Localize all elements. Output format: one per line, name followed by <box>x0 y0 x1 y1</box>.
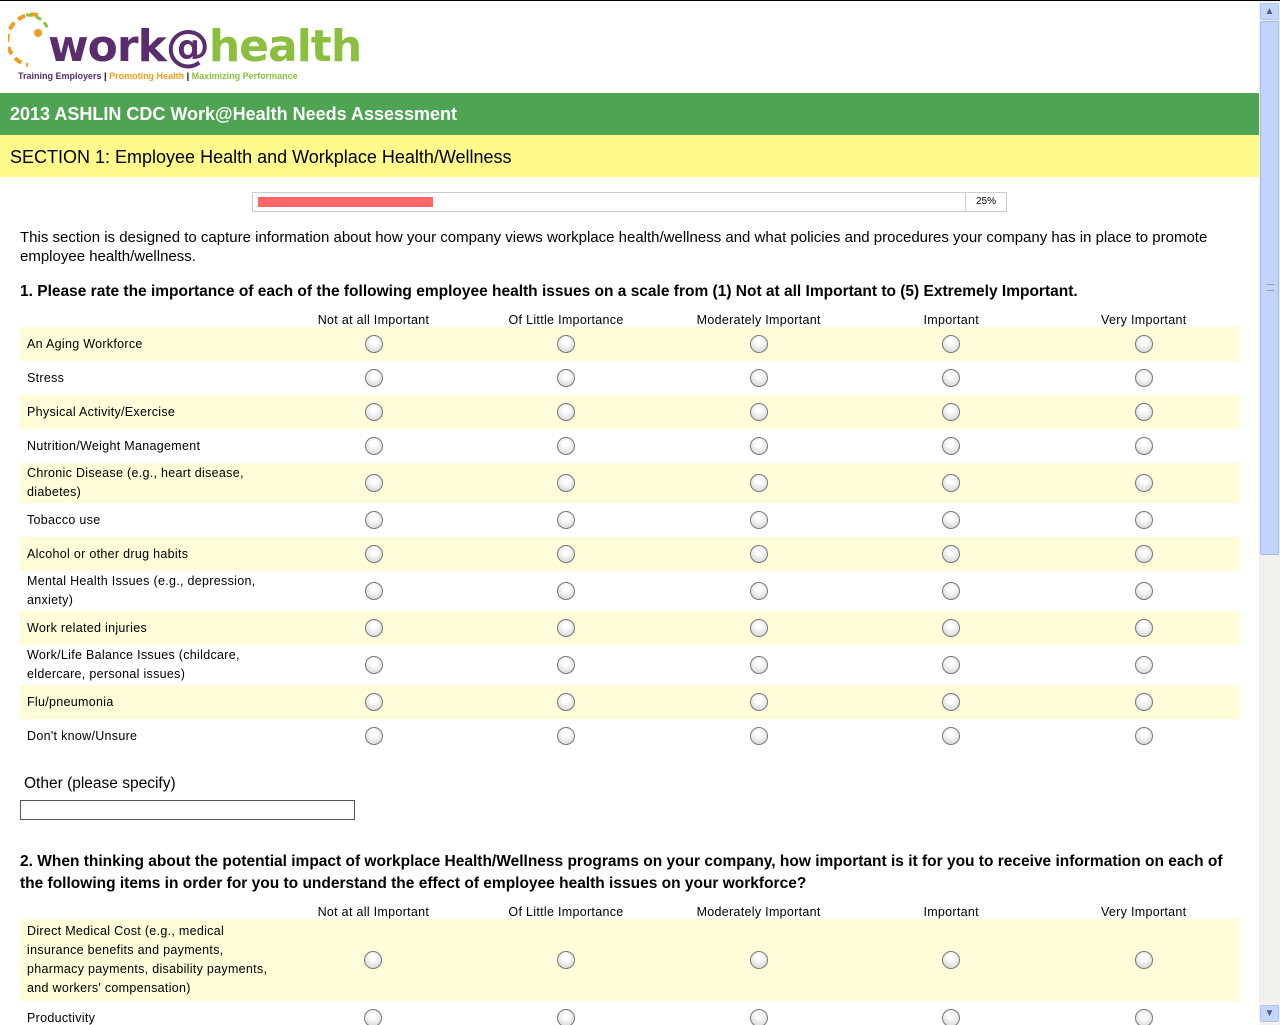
rating-radio[interactable] <box>365 437 383 455</box>
row-label: Productivity <box>27 1010 96 1025</box>
logo-work: work@ <box>48 21 209 72</box>
rating-radio[interactable] <box>365 369 383 387</box>
tagline-1: Training Employers <box>18 71 102 81</box>
progress-fill <box>258 197 433 207</box>
rating-radio[interactable] <box>942 693 960 711</box>
table-row <box>20 463 1240 503</box>
rating-radio[interactable] <box>942 335 960 353</box>
table-row <box>20 503 1240 537</box>
rating-radio[interactable] <box>1135 656 1153 674</box>
survey-title: 2013 ASHLIN CDC Work@Health Needs Assessment <box>0 93 1259 135</box>
scale-header <box>20 309 1240 327</box>
rating-radio[interactable] <box>557 693 575 711</box>
table-row <box>20 645 1240 685</box>
rating-radio[interactable] <box>1135 403 1153 421</box>
rating-radio[interactable] <box>942 619 960 637</box>
tagline-2: Promoting Health <box>109 71 185 81</box>
rating-radio[interactable] <box>942 474 960 492</box>
rating-radio[interactable] <box>1135 727 1153 745</box>
logo-runner-icon <box>8 11 48 71</box>
rating-radio[interactable] <box>557 403 575 421</box>
rating-radio[interactable] <box>557 545 575 563</box>
scroll-down-button[interactable]: ▼ <box>1260 1005 1279 1022</box>
scale-header-cell: Of Little Importance <box>508 905 624 919</box>
rating-radio[interactable] <box>750 727 768 745</box>
row-label: Stress <box>27 370 65 385</box>
tagline-3: Maximizing Performance <box>191 71 298 81</box>
table-row <box>20 1001 1240 1025</box>
rating-radio[interactable] <box>750 951 768 969</box>
rating-radio[interactable] <box>942 437 960 455</box>
rating-radio[interactable] <box>557 951 575 969</box>
rating-radio[interactable] <box>1135 951 1153 969</box>
scale-header-cell: Not at all Important <box>317 313 430 327</box>
question-1: 1. Please rate the importance of each of the following employee health issues on a scale from (1) Not at all Important to (5) Extremely Important. <box>20 283 1078 300</box>
row-label: Mental Health Issues (e.g., depression, anxiety) <box>27 574 256 607</box>
rating-radio[interactable] <box>750 403 768 421</box>
progress-label: 25% <box>975 196 996 207</box>
rating-radio[interactable] <box>364 1009 382 1025</box>
rating-radio[interactable] <box>365 693 383 711</box>
rating-radio[interactable] <box>365 619 383 637</box>
table-row <box>20 429 1240 463</box>
rating-radio[interactable] <box>750 582 768 600</box>
scale-header-cell: Very Important <box>1101 313 1187 327</box>
row-label: Chronic Disease (e.g., heart disease, diabetes) <box>20 463 277 503</box>
scale-header-cell: Important <box>923 905 979 919</box>
rating-radio[interactable] <box>1135 437 1153 455</box>
vertical-scrollbar[interactable] <box>1259 1 1280 1025</box>
rating-radio[interactable] <box>557 582 575 600</box>
rating-radio[interactable] <box>750 369 768 387</box>
rating-radio[interactable] <box>1135 1009 1153 1025</box>
rating-radio[interactable] <box>557 619 575 637</box>
rating-radio[interactable] <box>1135 693 1153 711</box>
rating-radio[interactable] <box>942 951 960 969</box>
scale-header-cell: Moderately Important <box>696 905 821 919</box>
row-label: Flu/pneumonia <box>20 685 277 719</box>
rating-radio[interactable] <box>365 511 383 529</box>
question-1-matrix <box>20 309 1240 753</box>
rating-radio[interactable] <box>750 335 768 353</box>
scale-header-cell: Very Important <box>1100 905 1187 919</box>
table-row <box>20 395 1240 429</box>
rating-radio[interactable] <box>557 335 575 353</box>
rating-radio[interactable] <box>1135 582 1153 600</box>
rating-radio[interactable] <box>1135 511 1153 529</box>
row-label: Work related injuries <box>20 611 277 645</box>
grip-icon <box>1267 284 1274 291</box>
rating-radio[interactable] <box>365 656 383 674</box>
row-label: Don't know/Unsure <box>27 728 138 743</box>
progress-bar <box>252 192 1007 212</box>
rating-radio[interactable] <box>942 511 960 529</box>
rating-radio[interactable] <box>942 1009 960 1025</box>
table-row <box>20 719 1240 753</box>
row-label: Direct Medical Cost (e.g., medical insurance benefits and payments, pharmacy payments, disability payments, and workers' compensation) <box>20 919 277 1001</box>
rating-radio[interactable] <box>365 335 383 353</box>
scrollbar-thumb[interactable] <box>1260 21 1279 555</box>
rating-radio[interactable] <box>1135 369 1153 387</box>
rating-radio[interactable] <box>365 403 383 421</box>
rating-radio[interactable] <box>365 582 383 600</box>
question-2-matrix <box>20 901 1240 1025</box>
row-label: Work/Life Balance Issues (childcare, eldercare, personal issues) <box>27 648 240 681</box>
scale-header-cell: Not at all Important <box>317 905 430 919</box>
rating-radio[interactable] <box>557 369 575 387</box>
row-label: Nutrition/Weight Management <box>27 438 201 453</box>
other-label: Other (please specify) <box>24 775 176 792</box>
rating-radio[interactable] <box>942 656 960 674</box>
table-row <box>20 571 1240 611</box>
section-title: SECTION 1: Employee Health and Workplace Health/Wellness <box>0 135 1259 177</box>
table-row <box>20 919 1240 1001</box>
rating-radio[interactable] <box>557 727 575 745</box>
rating-radio[interactable] <box>942 369 960 387</box>
rating-radio[interactable] <box>1135 474 1153 492</box>
rating-radio[interactable] <box>942 403 960 421</box>
rating-radio[interactable] <box>365 727 383 745</box>
rating-radio[interactable] <box>750 693 768 711</box>
scale-header <box>20 901 1240 919</box>
rating-radio[interactable] <box>1135 619 1153 637</box>
rating-radio[interactable] <box>750 437 768 455</box>
row-label: Alcohol or other drug habits <box>20 537 277 571</box>
rating-radio[interactable] <box>365 474 383 492</box>
rating-radio[interactable] <box>750 511 768 529</box>
rating-radio[interactable] <box>557 656 575 674</box>
table-row <box>20 685 1240 719</box>
section-intro: This section is designed to capture information about how your company views workplace health/wellness and what policies and procedures your company has in place to promote employee health/wellness. <box>20 229 1208 265</box>
rating-radio[interactable] <box>750 619 768 637</box>
scale-header-cell: Moderately Important <box>696 313 821 327</box>
other-specify-input[interactable] <box>20 800 355 820</box>
rating-radio[interactable] <box>750 545 768 563</box>
rating-radio[interactable] <box>557 1009 575 1025</box>
rating-radio[interactable] <box>364 951 382 969</box>
question-2: 2. When thinking about the potential impact of workplace Health/Wellness programs on your company, how important is it for you to receive information on each of the following items in order for you to understand the effect of employee health issues on your workforce? <box>20 853 1223 892</box>
scroll-up-button[interactable]: ▲ <box>1260 3 1279 20</box>
table-row <box>20 327 1240 361</box>
rating-radio[interactable] <box>942 727 960 745</box>
rating-radio[interactable] <box>942 582 960 600</box>
work-at-health-logo: work@health Training Employers | Promoting Health | Maximizing Performance <box>8 9 318 87</box>
row-label: Tobacco use <box>27 512 101 527</box>
rating-radio[interactable] <box>750 656 768 674</box>
rating-radio[interactable] <box>750 1009 768 1025</box>
rating-radio[interactable] <box>1135 335 1153 353</box>
scale-header-cell: Important <box>923 313 980 327</box>
rating-radio[interactable] <box>1135 545 1153 563</box>
rating-radio[interactable] <box>557 511 575 529</box>
logo-health: health <box>208 21 362 72</box>
rating-radio[interactable] <box>365 545 383 563</box>
table-row <box>20 361 1240 395</box>
rating-radio[interactable] <box>557 437 575 455</box>
rating-radio[interactable] <box>750 474 768 492</box>
row-label: Physical Activity/Exercise <box>20 395 277 429</box>
scale-header-cell: Of Little Importance <box>508 313 624 327</box>
rating-radio[interactable] <box>557 474 575 492</box>
row-label: An Aging Workforce <box>20 327 277 361</box>
table-row <box>20 537 1240 571</box>
survey-page <box>0 1 1259 1025</box>
table-row <box>20 611 1240 645</box>
rating-radio[interactable] <box>942 545 960 563</box>
